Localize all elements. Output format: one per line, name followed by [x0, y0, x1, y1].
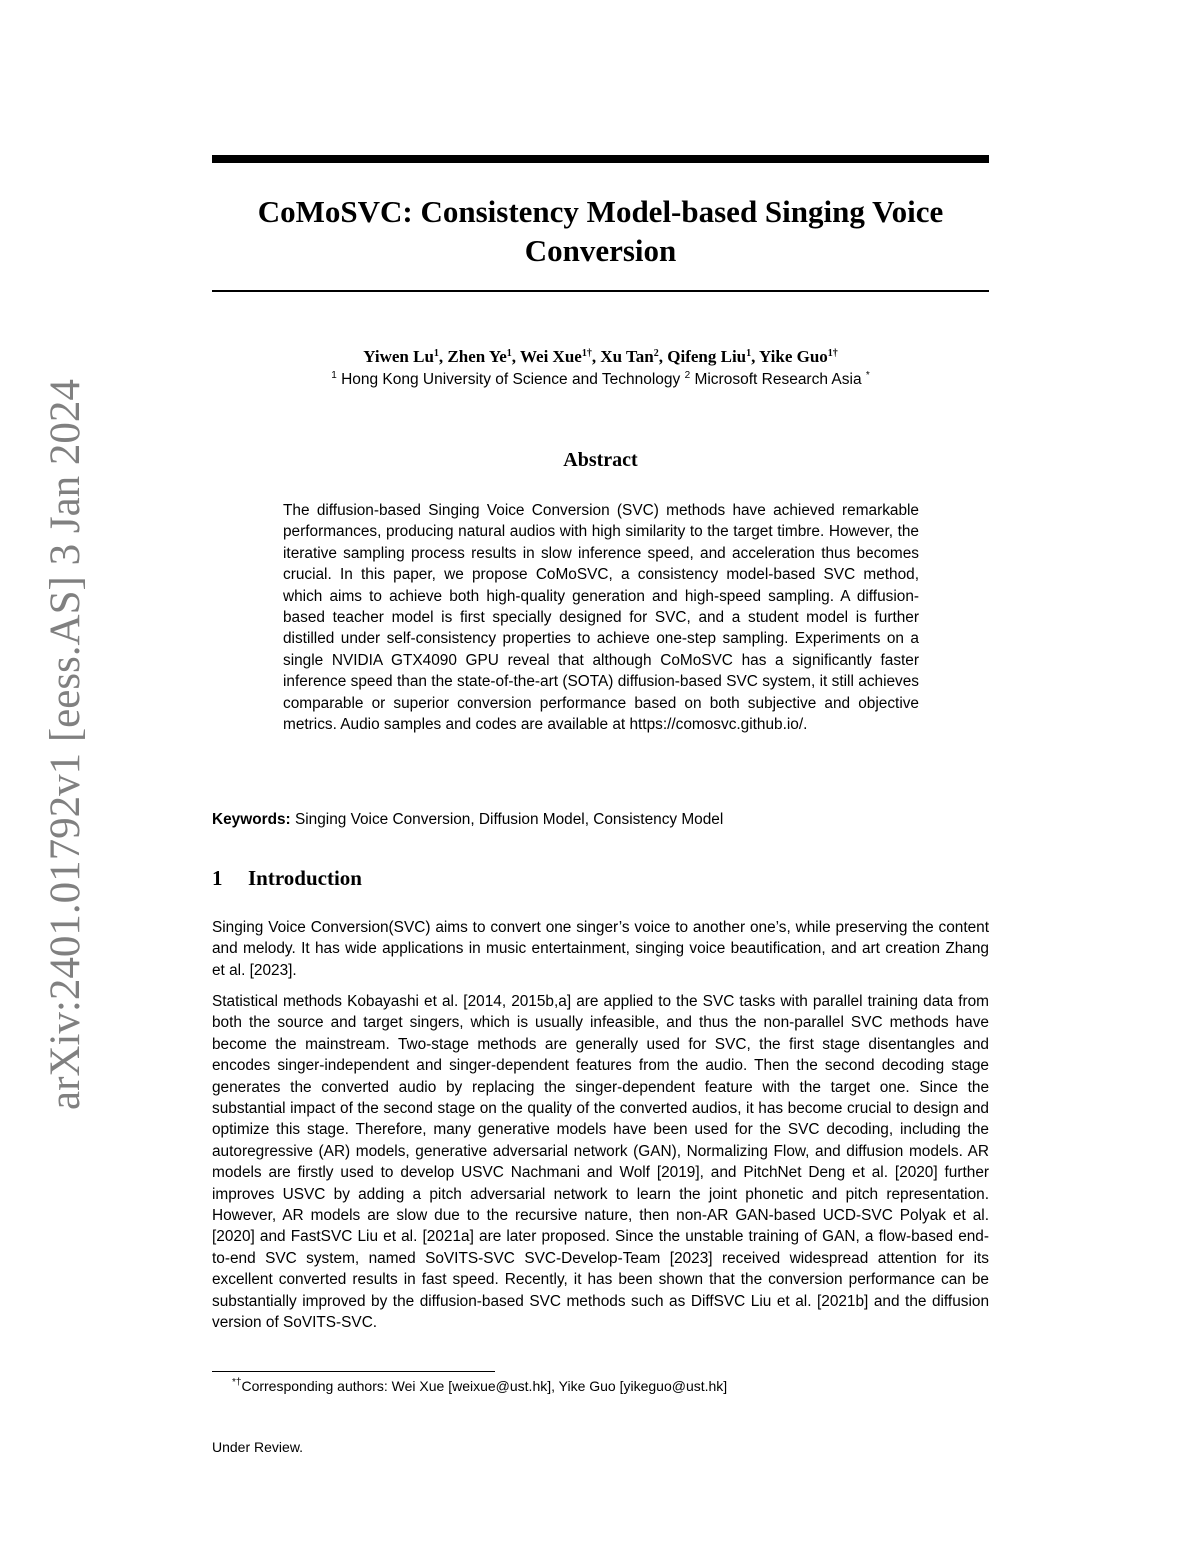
author-name: Zhen Ye [447, 347, 507, 366]
footnote-rule [212, 1371, 495, 1372]
body-paragraph: Singing Voice Conversion(SVC) aims to convert one singer’s voice to another one’s, while preserving the content and melody. It has wide applications in music entertainment, singing voice beautification, and art creation Zhang et al. [2023]. [212, 919, 989, 979]
affiliation-name: Hong Kong University of Science and Technology [341, 371, 681, 388]
author-affil-mark: 2 [653, 348, 659, 359]
keywords-text: Singing Voice Conversion, Diffusion Model, Consistency Model [294, 811, 724, 828]
section-heading [212, 864, 989, 892]
review-status: Under Review. [212, 1439, 304, 1455]
affil-mark: 2 [684, 370, 691, 381]
title-top-rule [212, 155, 989, 163]
affiliations [212, 370, 989, 390]
author-name: Yike Guo [759, 347, 828, 366]
author-affil-mark: 1† [827, 348, 838, 359]
author-affil-mark: 1 [746, 348, 752, 359]
section-number: 1 [212, 866, 223, 890]
author-name: Wei Xue [519, 347, 582, 366]
keywords-label: Keywords: [212, 811, 291, 828]
author-list: Yiwen Lu$^1$, Zhen Ye$^1$, Wei Xue$^{1\dagger}$, Xu Tan$^2$, Qifeng Liu$^1$, Yike Guo$^{1\dagger}$ [363, 347, 838, 366]
affiliation-name: Microsoft Research Asia [694, 371, 862, 388]
title-bottom-rule [212, 290, 989, 292]
abstract-heading: Abstract [563, 449, 638, 471]
keywords [212, 809, 989, 830]
arxiv-sidebar-stamp: arXiv:2401.01792v1 [eess.AS] 3 Jan 2024 [42, 379, 89, 1110]
author-affil-mark: 1† [581, 348, 592, 359]
body-paragraph: Statistical methods Kobayashi et al. [2014, 2015b,a] are applied to the SVC tasks with parallel training data from both the source and target singers, which is usually infeasible, and thus the non-parallel SVC methods have become the mainstream. Two-stage methods are generally used for SVC, the first stage disentangles and encodes singer-independent and singer-dependent features from the audio. Then the second decoding stage generates the converted audio by replacing the singer-dependent feature with the target one. Since the substantial impact of the second stage on the quality of the converted audios, it has become crucial to design and optimize this stage. Therefore, many generative models have been used for the SVC decoding, including the autoregressive (AR) models, generative adversarial network (GAN), Normalizing Flow, and diffusion models. AR models are firstly used to develop USVC Nachmani and Wolf [2019], and PitchNet Deng et al. [2020] further improves USVC by adding a pitch adversarial network to learn the joint phonetic and pitch representation. However, AR models are slow due to the recursive nature, then non-AR GAN-based UCD-SVC Polyak et al. [2020] and FastSVC Liu et al. [2021a] are later proposed. Since the unstable training of GAN, a flow-based end-to-end SVC system, named SoVITS-SVC SVC-Develop-Team [2023] received widespread attention for its excellent converted results in fast speed. Recently, it has been shown that the conversion performance can be substantially improved by the diffusion-based SVC methods such as DiffSVC Liu et al. [2021b] and the diffusion version of SoVITS-SVC. [212, 993, 989, 1332]
section-title: Introduction [248, 866, 362, 890]
author-name: Xu Tan [600, 347, 654, 366]
author-affil-mark: 1 [433, 348, 439, 359]
footnote-text: Corresponding authors: Wei Xue [weixue@ust.hk], Yike Guo [yikeguo@ust.hk] [241, 1378, 728, 1394]
author-name: Qifeng Liu [667, 347, 747, 366]
author-affil-mark: 1 [506, 348, 512, 359]
author-name: Yiwen Lu [363, 347, 434, 366]
footnote-mark: *† [232, 1377, 242, 1388]
affil-mark: 1 [331, 370, 337, 381]
abstract-text: The diffusion-based Singing Voice Conversion (SVC) methods have achieved remarkable performances, producing natural audios with high similarity to the target timbre. However, the iterative sampling process results in slow inference speed, and acceleration thus becomes crucial. In this paper, we propose CoMoSVC, a consistency model-based SVC method, which aims to achieve both high-quality generation and high-speed sampling. A diffusion-based teacher model is first specially designed for SVC, and a student model is further distilled under self-consistency properties to achieve one-step sampling. Experiments on a single NVIDIA GTX4090 GPU reveal that although CoMoSVC has a significantly faster inference speed than the state-of-the-art (SOTA) diffusion-based SVC system, it still achieves comparable or superior conversion performance based on both subjective and objective metrics. Audio samples and codes are available at https://comosvc.github.io/. [283, 502, 919, 734]
paper-title: CoMoSVC: Consistency Model-based Singing Voice Conversion [257, 194, 944, 268]
footnote-mark: * [865, 370, 870, 381]
footnote [232, 1377, 989, 1396]
